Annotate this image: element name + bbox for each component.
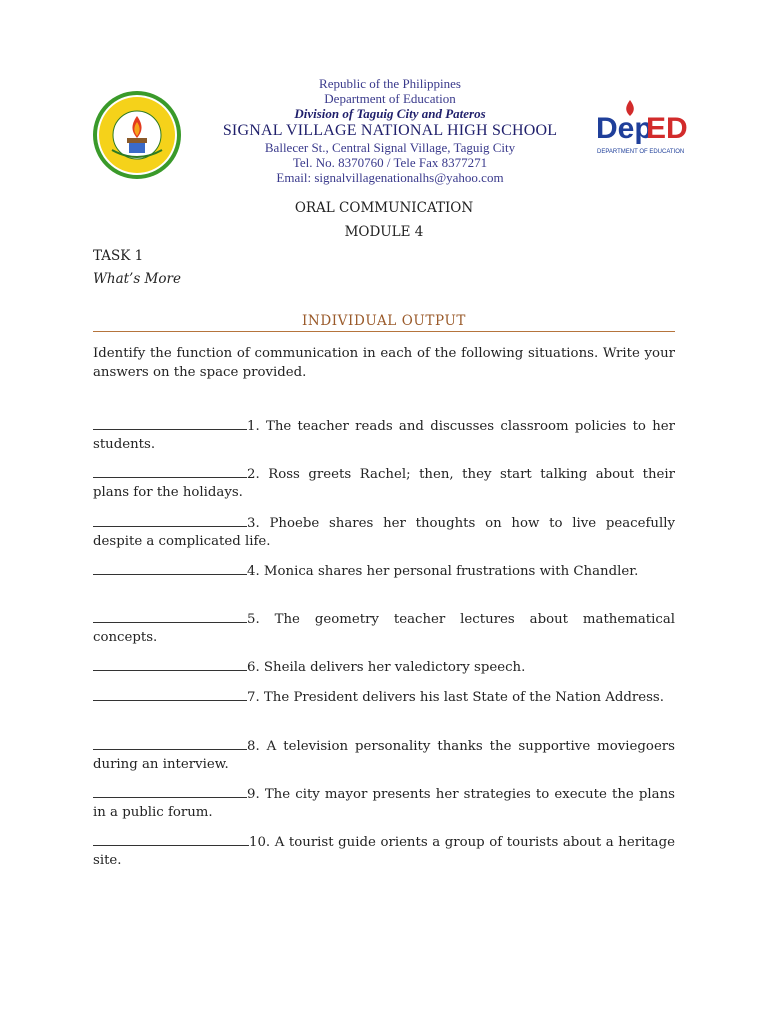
svg-text:DEPARTMENT OF EDUCATION: DEPARTMENT OF EDUCATION xyxy=(597,149,685,155)
instructions: Identify the function of communication in each of the following situations. Write your answers on the space provided. xyxy=(93,346,675,380)
question-item-9 xyxy=(93,785,675,822)
answer-blank[interactable] xyxy=(93,737,247,750)
answer-blank[interactable] xyxy=(93,610,247,623)
svg-text:Dep: Dep xyxy=(596,112,653,145)
department-line: Department of Education xyxy=(324,91,456,106)
question-text: 8. A television personality thanks the supportive moviegoers during an interview. xyxy=(93,739,675,772)
answer-blank[interactable] xyxy=(93,785,247,798)
question-item-7 xyxy=(93,688,675,707)
answer-blank[interactable] xyxy=(93,465,247,478)
division-line: Division of Taguig City and Pateros xyxy=(294,106,486,121)
question-text: 5. The geometry teacher lectures about mathematical concepts. xyxy=(93,612,675,645)
question-text: 4. Monica shares her personal frustrations with Chandler. xyxy=(247,564,639,579)
answer-blank[interactable] xyxy=(93,514,247,527)
email-line: Email: signalvillagenationalhs@yahoo.com xyxy=(276,170,504,185)
question-text: 1. The teacher reads and discusses classroom policies to her students. xyxy=(93,419,675,452)
answer-blank[interactable] xyxy=(93,688,247,701)
svg-text:ED: ED xyxy=(646,112,688,145)
answer-blank[interactable] xyxy=(93,562,247,575)
section-heading: INDIVIDUAL OUTPUT xyxy=(301,313,467,329)
question-item-3 xyxy=(93,514,675,551)
question-item-4 xyxy=(93,562,675,581)
question-text: 7. The President delivers his last State of the Nation Address. xyxy=(247,690,664,705)
answer-blank[interactable] xyxy=(93,417,247,430)
letterhead xyxy=(150,76,630,185)
question-text: 6. Sheila delivers her valedictory speech. xyxy=(247,660,526,675)
republic-line: Republic of the Philippines xyxy=(319,76,461,91)
question-item-5 xyxy=(93,610,675,647)
question-item-6 xyxy=(93,658,675,677)
question-text: 2. Ross greets Rachel; then, they start talking about their plans for the holidays. xyxy=(93,467,675,500)
module-title: MODULE 4 xyxy=(344,224,424,240)
address-line: Ballecer St., Central Signal Village, Taguig City xyxy=(264,140,516,155)
section-divider xyxy=(93,331,675,332)
question-text: 3. Phoebe shares her thoughts on how to live peacefully despite a complicated life. xyxy=(93,516,675,549)
answer-blank[interactable] xyxy=(93,833,249,846)
question-text: 10. A tourist guide orients a group of tourists about a heritage site. xyxy=(93,835,675,868)
question-item-10 xyxy=(93,833,675,870)
question-item-8 xyxy=(93,737,675,774)
school-name: SIGNAL VILLAGE NATIONAL HIGH SCHOOL xyxy=(222,122,558,139)
subject-title: ORAL COMMUNICATION xyxy=(294,200,474,216)
question-item-2 xyxy=(93,465,675,502)
question-item-1 xyxy=(93,417,675,454)
task-label: TASK 1 xyxy=(93,248,144,264)
answer-blank[interactable] xyxy=(93,658,247,671)
telephone-line: Tel. No. 8370760 / Tele Fax 8377271 xyxy=(292,155,488,170)
question-text: 9. The city mayor presents her strategies to execute the plans in a public forum. xyxy=(93,787,675,820)
section-label: What’s More xyxy=(93,271,181,287)
